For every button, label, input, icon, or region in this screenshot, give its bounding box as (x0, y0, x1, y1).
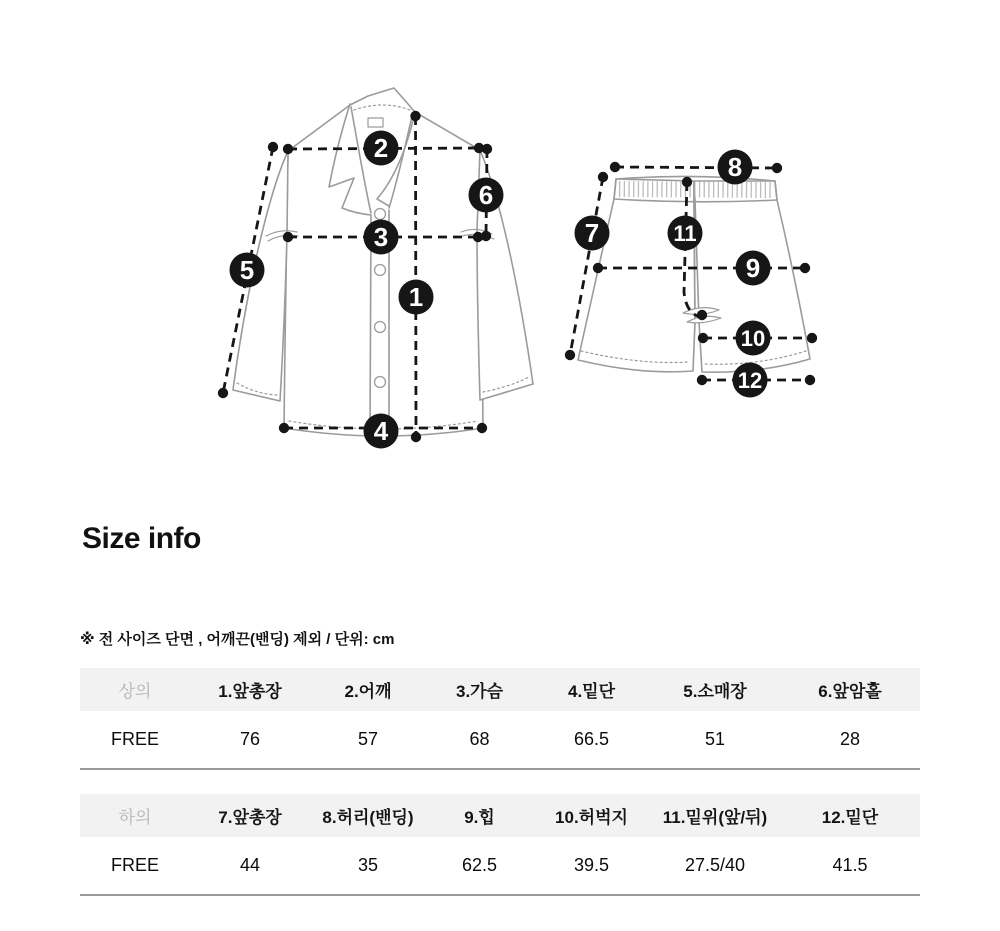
top-category-label: 상의 (80, 668, 190, 711)
marker-3 (364, 220, 399, 255)
page-title: Size info (82, 522, 201, 555)
svg-text:7: 7 (584, 218, 600, 248)
marker-6 (469, 178, 504, 213)
top-header-armhole: 6.앞암홀 (780, 668, 920, 711)
svg-text:2: 2 (373, 133, 389, 163)
measure-line-8 (615, 167, 777, 168)
bottom-header-thigh: 10.허벅지 (533, 794, 650, 837)
marker-11 (668, 216, 703, 251)
marker-10 (736, 321, 771, 356)
top-value-chest: 68 (426, 711, 533, 769)
top-header-hem: 4.밑단 (533, 668, 650, 711)
svg-text:10: 10 (740, 326, 766, 351)
top-value-shoulder: 57 (310, 711, 426, 769)
svg-text:4: 4 (373, 416, 389, 446)
marker-9 (736, 251, 771, 286)
bottom-size-label: FREE (80, 837, 190, 895)
top-size-label: FREE (80, 711, 190, 769)
top-table-header-row (80, 668, 920, 711)
svg-text:8: 8 (727, 152, 743, 182)
top-header-sleeve: 5.소매장 (650, 668, 780, 711)
top-header-front-length: 1.앞총장 (190, 668, 310, 711)
marker-5 (230, 253, 265, 288)
top-value-front-length: 76 (190, 711, 310, 769)
size-note: ※ 전 사이즈 단면 , 어깨끈(밴딩) 제외 / 단위: cm (80, 631, 395, 648)
marker-8 (718, 150, 753, 185)
bottom-size-table (80, 794, 920, 896)
bottom-header-front-length: 7.앞총장 (190, 794, 310, 837)
bottom-header-waist: 8.허리(밴딩) (310, 794, 426, 837)
svg-text:9: 9 (745, 253, 761, 283)
bottom-value-thigh: 39.5 (533, 837, 650, 895)
marker-2 (364, 131, 399, 166)
bottom-header-rise: 11.밑위(앞/뒤) (650, 794, 780, 837)
top-header-chest: 3.가슴 (426, 668, 533, 711)
bottom-header-hip: 9.힙 (426, 794, 533, 837)
marker-4 (364, 414, 399, 449)
top-header-shoulder: 2.어깨 (310, 668, 426, 711)
bottom-table-data-row (80, 837, 920, 895)
svg-text:5: 5 (239, 255, 255, 285)
svg-text:1: 1 (408, 282, 424, 312)
top-value-hem: 66.5 (533, 711, 650, 769)
shorts-illustration (578, 176, 810, 372)
svg-text:6: 6 (478, 180, 494, 210)
bottom-value-front-length: 44 (190, 837, 310, 895)
bottom-header-hem: 12.밑단 (780, 794, 920, 837)
bottom-value-waist: 35 (310, 837, 426, 895)
bottom-value-hip: 62.5 (426, 837, 533, 895)
svg-text:3: 3 (373, 222, 389, 252)
bottom-category-label: 하의 (80, 794, 190, 837)
top-size-table (80, 668, 920, 770)
marker-1 (399, 280, 434, 315)
svg-text:12: 12 (737, 368, 763, 393)
marker-7 (575, 216, 610, 251)
bottom-value-rise: 27.5/40 (650, 837, 780, 895)
top-value-sleeve: 51 (650, 711, 780, 769)
bottom-value-hem: 41.5 (780, 837, 920, 895)
top-value-armhole: 28 (780, 711, 920, 769)
top-table-data-row (80, 711, 920, 769)
marker-12 (733, 363, 768, 398)
bottom-table-header-row (80, 794, 920, 837)
svg-text:11: 11 (673, 221, 697, 246)
